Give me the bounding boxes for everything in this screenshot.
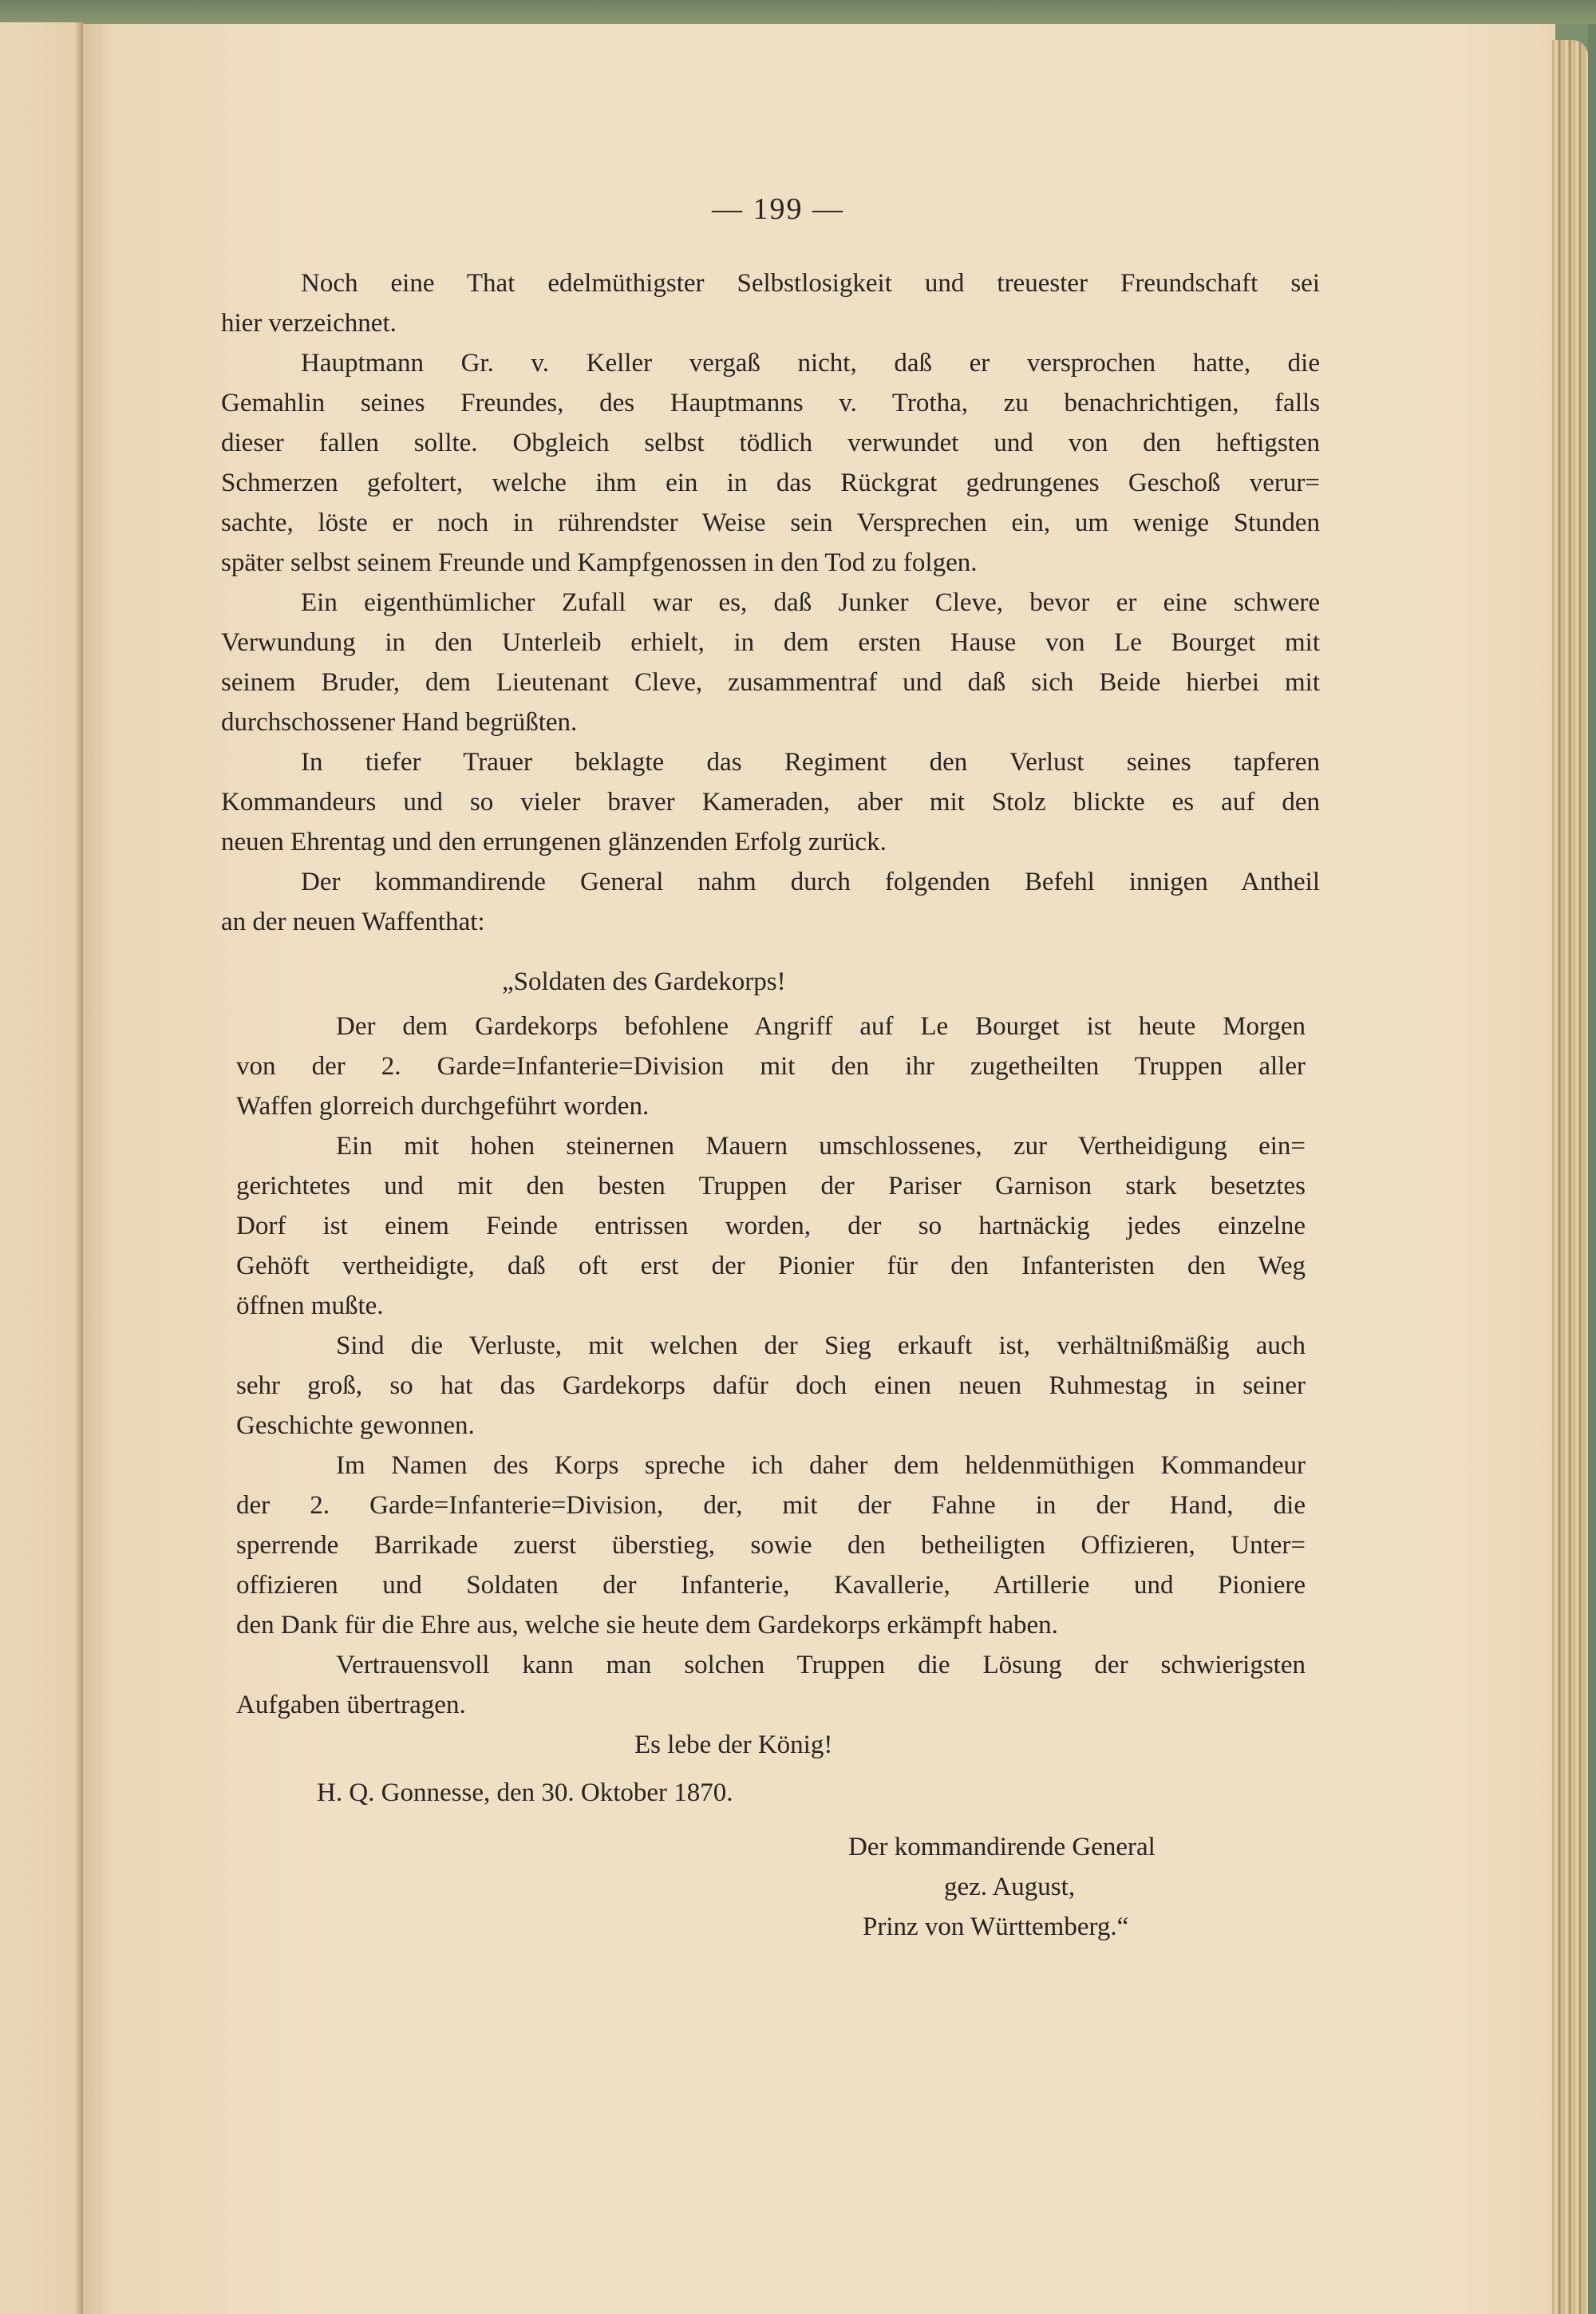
text-line: dieser fallen sollte. Obgleich selbst tödlich verwundet und von den heftigsten: [221, 429, 1320, 457]
text-line: Aufgaben übertragen.: [236, 1691, 466, 1719]
body-text: [221, 263, 1320, 1947]
paragraph: [236, 1645, 1306, 1725]
text-line: später selbst seinem Freunde und Kampfgenossen in den Tod zu folgen.: [221, 548, 978, 577]
order-vivat: Es lebe der König!: [634, 1731, 833, 1759]
paragraph: [221, 263, 1320, 343]
text-line: sachte, löste er noch in rührendster Weise sein Versprechen ein, um wenige Stunden: [221, 508, 1320, 537]
text-line: von der 2. Garde=Infanterie=Division mit den ihr zugetheilten Truppen aller: [236, 1052, 1306, 1081]
text-line: seinem Bruder, dem Lieutenant Cleve, zusammentraf und daß sich Beide hierbei mit: [221, 668, 1320, 697]
text-line: offizieren und Soldaten der Infanterie, Kavallerie, Artillerie und Pioniere: [236, 1571, 1306, 1600]
book-cover-top: [0, 0, 1596, 24]
page-number: — 199 —: [712, 192, 844, 226]
text-line: sperrende Barrikade zuerst überstieg, sowie den betheiligten Offizieren, Unter=: [236, 1531, 1306, 1560]
text-line: hier verzeichnet.: [221, 309, 397, 338]
text-line: gerichtetes und mit den besten Truppen der Pariser Garnison stark besetztes: [236, 1172, 1306, 1201]
paragraph: [236, 1007, 1306, 1126]
army-order: [221, 962, 1306, 1765]
signature-line: Prinz von Württemberg.“: [863, 1913, 1129, 1941]
book-cover-side: [1588, 24, 1596, 2314]
paragraph: [221, 862, 1320, 942]
text-line: öffnen mußte.: [236, 1291, 384, 1320]
text-line: Der dem Gardekorps befohlene Angriff auf Le Bourget ist heute Morgen: [336, 1012, 1306, 1041]
text-line: der 2. Garde=Infanterie=Division, der, mit der Fahne in der Hand, die: [236, 1491, 1306, 1520]
text-line: Dorf ist einem Feinde entrissen worden, der so hartnäckig jedes einzelne: [236, 1212, 1306, 1240]
text-line: Noch eine That edelmüthigster Selbstlosigkeit und treuester Freundschaft sei: [301, 269, 1320, 298]
text-line: Verwundung in den Unterleib erhielt, in dem ersten Hause von Le Bourget mit: [221, 628, 1320, 657]
text-line: Waffen glorreich durchgeführt worden.: [236, 1092, 650, 1121]
paragraph: [221, 742, 1320, 862]
text-line: Ein eigenthümlicher Zufall war es, daß Junker Cleve, bevor er eine schwere: [301, 588, 1320, 617]
text-line: sehr groß, so hat das Gardekorps dafür doch einen neuen Ruhmestag in seiner: [236, 1371, 1306, 1400]
text-line: Ein mit hohen steinernen Mauern umschlossenes, zur Vertheidigung ein=: [336, 1132, 1306, 1161]
paragraph: [236, 1446, 1306, 1645]
text-line: neuen Ehrentag und den errungenen glänzenden Erfolg zurück.: [221, 828, 887, 856]
paragraph: [236, 1326, 1306, 1446]
text-line: durchschossener Hand begrüßten.: [221, 708, 578, 737]
text-line: Im Namen des Korps spreche ich daher dem heldenmüthigen Kommandeur: [336, 1451, 1306, 1480]
signature-block: [221, 1827, 1320, 1947]
text-line: an der neuen Waffenthat:: [221, 908, 485, 936]
text-line: Der kommandirende General nahm durch folgenden Befehl innigen Antheil: [301, 868, 1320, 896]
text-line: In tiefer Trauer beklagte das Regiment den Verlust seines tapferen: [301, 748, 1320, 777]
order-title: „Soldaten des Gardekorps!: [502, 967, 786, 996]
text-line: Gehöft vertheidigte, daß oft erst der Pionier für den Infanteristen den Weg: [236, 1252, 1306, 1280]
previous-page-edge: [0, 22, 83, 2314]
text-line: Kommandeurs und so vieler braver Kameraden, aber mit Stolz blickte es auf den: [221, 788, 1320, 817]
text-line: Gemahlin seines Freundes, des Hauptmanns v. Trotha, zu benachrichtigen, falls: [221, 389, 1320, 417]
order-paragraphs: [236, 1007, 1306, 1725]
text-line: Schmerzen gefoltert, welche ihm ein in das Rückgrat gedrungenes Geschoß verur=: [221, 469, 1320, 497]
paragraph: [236, 1126, 1306, 1326]
text-line: Hauptmann Gr. v. Keller vergaß nicht, daß er versprochen hatte, die: [301, 349, 1320, 378]
page-edges: [1552, 40, 1588, 2314]
signature-line: gez. August,: [944, 1873, 1076, 1901]
text-line: Vertrauensvoll kann man solchen Truppen die Lösung der schwierigsten: [336, 1651, 1306, 1679]
text-line: Geschichte gewonnen.: [236, 1411, 475, 1440]
paragraph: [221, 343, 1320, 583]
paragraph: [221, 583, 1320, 742]
signature-line: Der kommandirende General: [848, 1833, 1156, 1861]
text-line: Sind die Verluste, mit welchen der Sieg erkauft ist, verhältnißmäßig auch: [336, 1331, 1306, 1360]
text-line: den Dank für die Ehre aus, welche sie heute dem Gardekorps erkämpft haben.: [236, 1611, 1058, 1640]
narrative-paragraphs: [221, 263, 1320, 942]
place-date: H. Q. Gonnesse, den 30. Oktober 1870.: [317, 1778, 733, 1807]
